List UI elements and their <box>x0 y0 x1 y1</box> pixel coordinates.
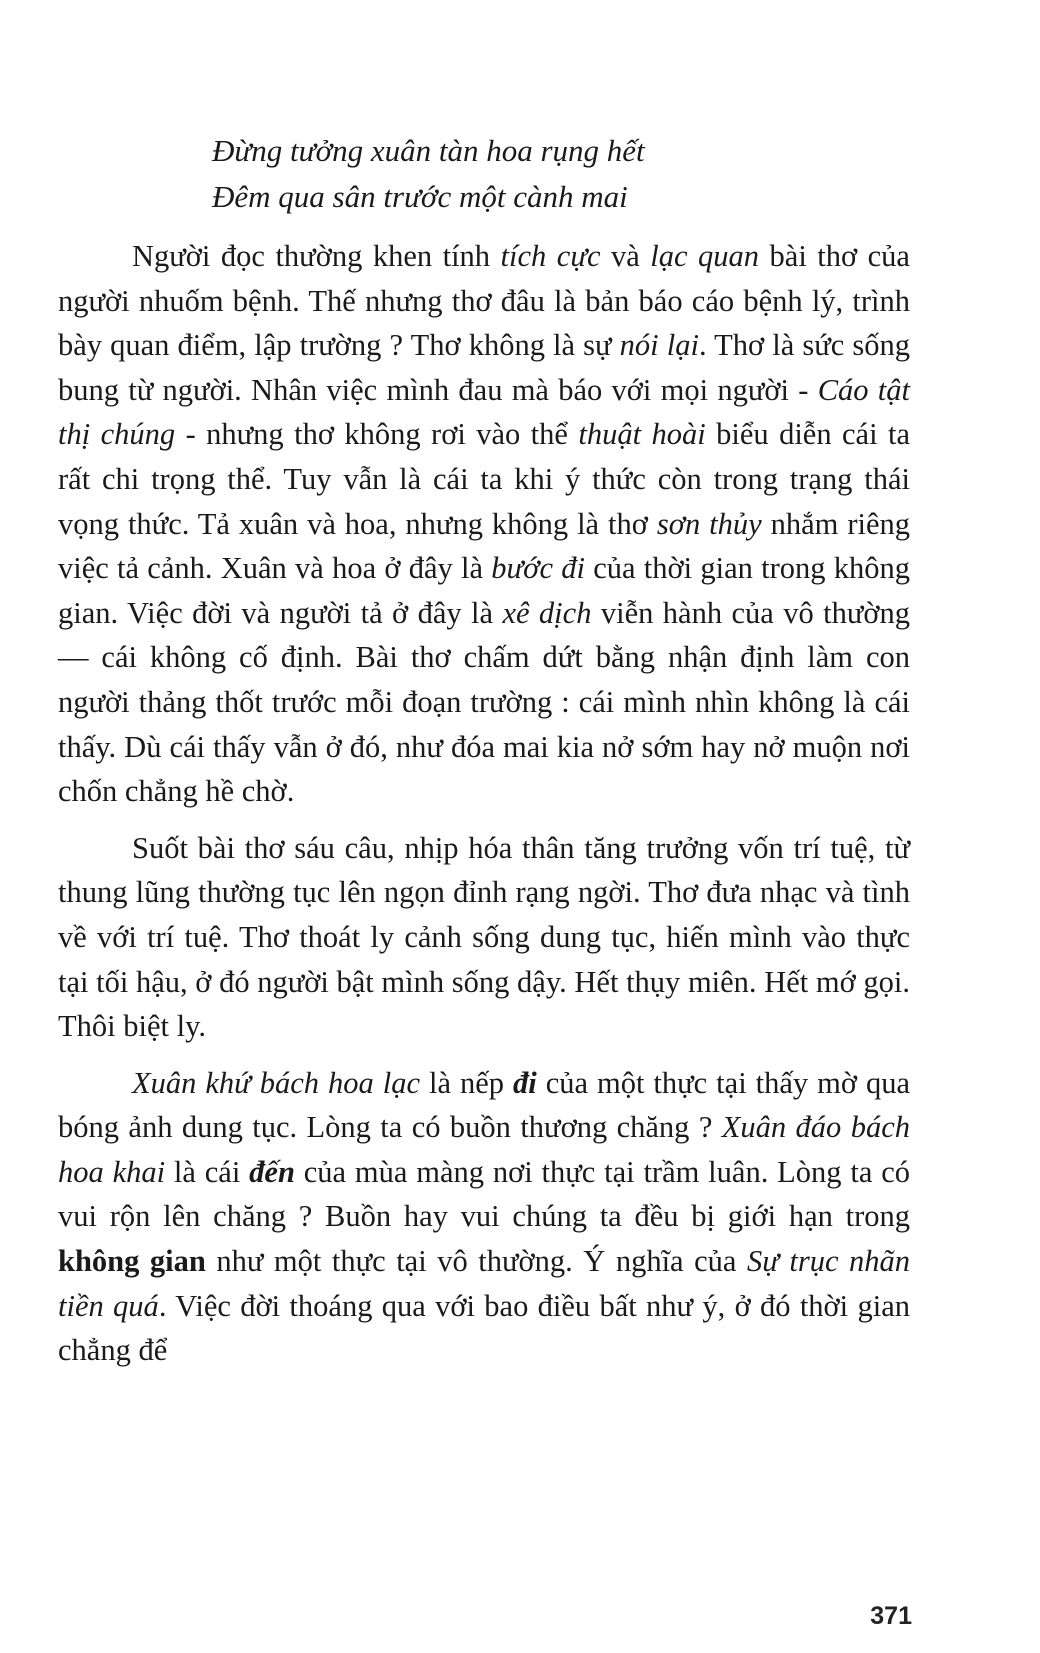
bold-italic-text: đi <box>512 1065 537 1100</box>
text-run: bài thơ của người nhuốm bệnh. Thế nhưng thơ đâu là bản báo cáo bệnh lý, trình bày quan điểm, lập trường ? Thơ không là sự <box>58 239 910 363</box>
text-run: . Thơ là sức sống bung từ người. Nhân việc mình đau mà báo với mọi người - <box>58 328 910 407</box>
text-run: Suốt bài thơ sáu câu, nhịp hóa thân tăng trưởng vốn trí tuệ, từ thung lũng thường tục lên ngọn đỉnh rạng ngời. Thơ đưa nhạc và tình về với trí tuệ. Thơ thoát ly cảnh sống dung tục, hiến mình vào thực tại tối hậu, ở đó người bật mình sống dậy. Hết thụy miên. Hết mớ gọi. Thôi biệt ly. <box>58 830 910 1044</box>
italic-text: lạc quan <box>650 239 760 273</box>
text-run: - nhưng thơ không rơi vào thể <box>175 417 579 452</box>
italic-text: Xuân khứ bách hoa lạc <box>132 1065 420 1100</box>
text-run: nhắm riêng việc tả cảnh. Xuân và hoa ở đây là <box>58 506 910 586</box>
bold-italic-text: đến <box>249 1154 295 1189</box>
italic-text: Xuân đáo bách hoa khai <box>58 1110 910 1189</box>
poem-line: Đêm qua sân trước một cành mai <box>212 179 628 214</box>
page-number: 371 <box>870 1602 912 1630</box>
text-run: của một thực tại thấy mờ qua bóng ảnh dung tục. Lòng ta có buồn thương chăng ? <box>58 1065 910 1145</box>
italic-text: thuật hoài <box>578 417 706 452</box>
paragraph <box>58 826 910 1049</box>
paragraph <box>58 1061 910 1373</box>
text-run: . Việc đời thoáng qua với bao điều bất như ý, ở đó thời gian chẳng để <box>58 1288 910 1368</box>
text-run: và <box>600 239 651 273</box>
text-run: viễn hành của vô thường — cái không cố định. Bài thơ chấm dứt bằng nhận định làm con người thảng thốt trước mỗi đoạn trường : cái mình nhìn không là cái thấy. Dù cái thấy vẫn ở đó, như đóa mai kia nở sớm hay nở muộn nơi chốn chẳng hề chờ. <box>58 595 910 809</box>
italic-text: bước đi <box>491 551 585 586</box>
poem-line: Đừng tưởng xuân tàn hoa rụng hết <box>212 133 645 168</box>
text-run: Người đọc thường khen tính <box>132 239 501 273</box>
italic-text: xê dịch <box>502 595 592 630</box>
italic-text: Sự trục nhãn tiền quá <box>58 1244 911 1323</box>
text-run: biểu diễn cái ta rất chi trọng thể. Tuy vẫn là cái ta khi ý thức còn trong trạng thái vọng thức. Tả xuân và hoa, nhưng không là thơ <box>58 417 910 541</box>
body-text <box>58 234 910 1373</box>
text-run: là cái <box>165 1154 250 1189</box>
text-run: của thời gian trong không gian. Việc đời và người tả ở đây là <box>58 551 910 630</box>
paragraph <box>58 234 910 814</box>
bold-text: không gian <box>58 1244 206 1279</box>
text-run: như một thực tại vô thường. Ý nghĩa của <box>205 1244 747 1279</box>
text-run: là nếp <box>420 1065 513 1100</box>
italic-text: sơn thủy <box>656 506 762 541</box>
poem-quote <box>212 128 912 220</box>
text-run: của mùa màng nơi thực tại trầm luân. Lòng ta có vui rộn lên chăng ? Buồn hay vui chúng ta đều bị giới hạn trong <box>58 1154 910 1234</box>
italic-text: nói lại <box>619 328 699 363</box>
italic-text: tích cực <box>500 239 601 273</box>
italic-text: Cáo tật thị chúng <box>58 372 910 452</box>
